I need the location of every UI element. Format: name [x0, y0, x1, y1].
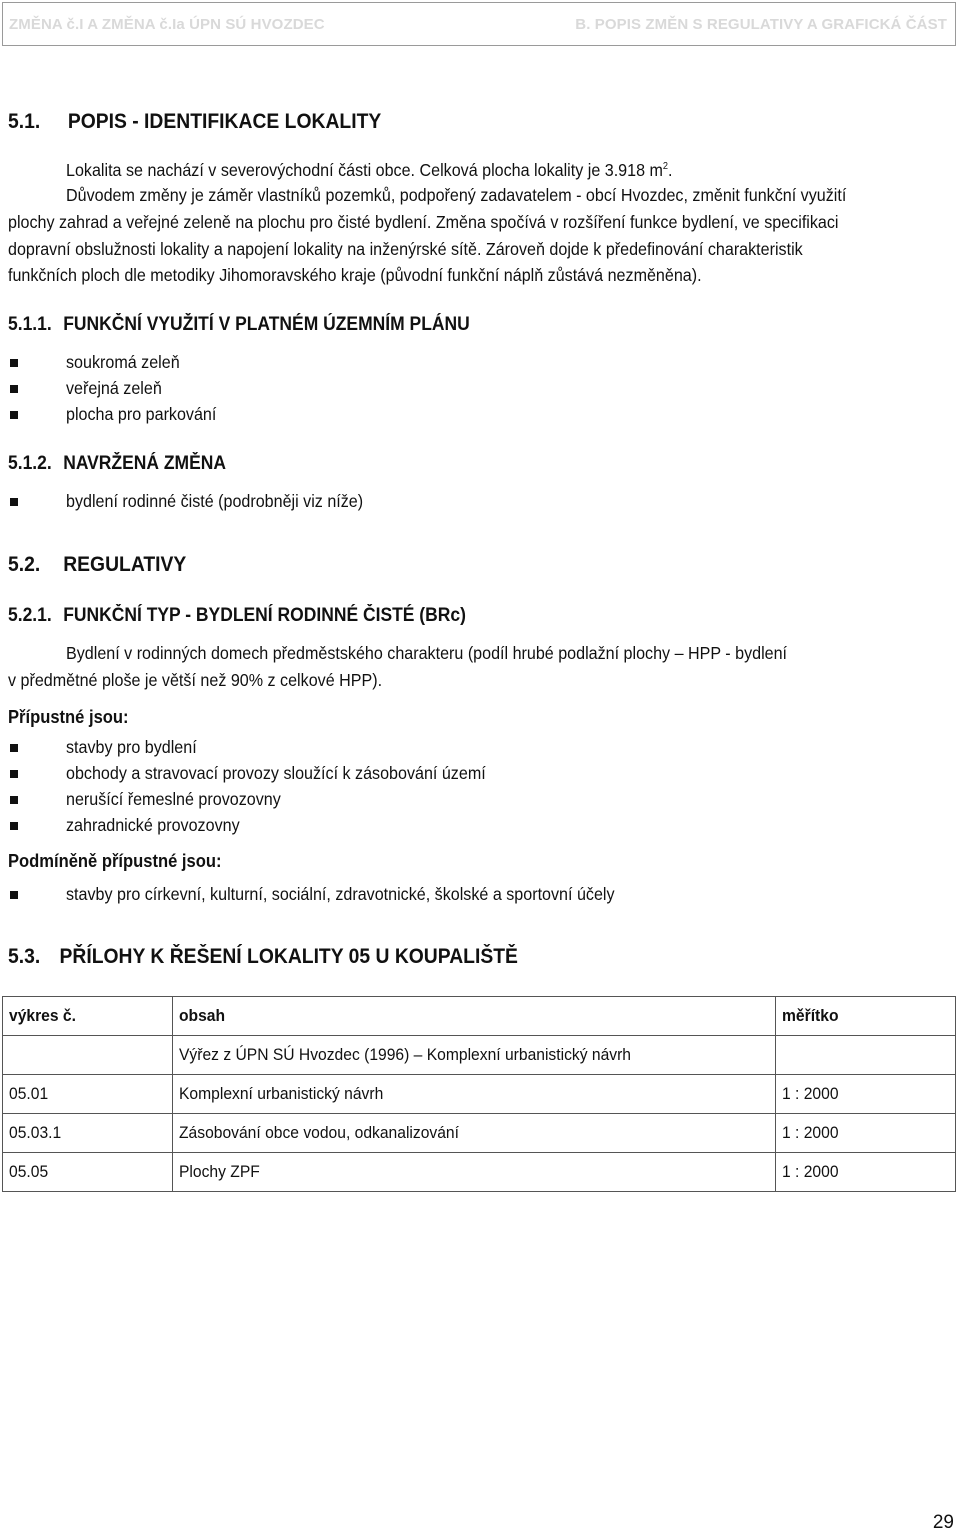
conditional-heading: Podmíněně přípustné jsou:: [8, 851, 222, 871]
bullet-icon: [10, 744, 18, 752]
list-item: zahradnické provozovny: [66, 815, 240, 835]
bullet-icon: [10, 385, 18, 393]
table-cell: [776, 1036, 956, 1075]
section-5-2-1-heading: [8, 605, 466, 627]
table-header-cell: výkres č.: [3, 997, 173, 1036]
section-title: POPIS - IDENTIFIKACE LOKALITY: [67, 110, 382, 133]
list-item: obchody a stravovací provozy sloužící k zásobování území: [66, 763, 486, 783]
bullet-icon: [10, 891, 18, 899]
section-number: 5.1.2.: [8, 453, 52, 474]
list-item: stavby pro církevní, kulturní, sociální, zdravotnické, školské a sportovní účely: [66, 884, 615, 904]
section-title: REGULATIVY: [63, 553, 187, 576]
section-title: FUNKČNÍ TYP - BYDLENÍ RODINNÉ ČISTÉ (BRc): [63, 605, 466, 626]
section-5-3-heading: [8, 945, 518, 969]
section-title: PŘÍLOHY K ŘEŠENÍ LOKALITY 05 U KOUPALIŠTĚ: [59, 945, 518, 968]
bullet-icon: [10, 359, 18, 367]
table-header-cell: měřítko: [776, 997, 956, 1036]
list-item: veřejná zeleň: [66, 378, 162, 398]
section-number: 5.2.: [8, 553, 41, 576]
bullet-icon: [10, 498, 18, 506]
table-row: [3, 1036, 956, 1075]
location-paragraph: [66, 160, 673, 181]
table-cell: Komplexní urbanistický návrh: [172, 1075, 775, 1114]
table-row: [3, 1114, 956, 1153]
table-cell: Zásobování obce vodou, odkanalizování: [172, 1114, 775, 1153]
table-cell: [3, 1036, 173, 1075]
table-cell: 05.03.1: [3, 1114, 173, 1153]
table-header-row: [3, 997, 956, 1036]
description-line-2: v předmětné ploše je větší než 90% z celkové HPP).: [8, 670, 383, 690]
table-header-cell: obsah: [172, 997, 775, 1036]
section-title: NAVRŽENÁ ZMĚNA: [63, 453, 227, 474]
header-left-title: ZMĚNA č.I A ZMĚNA č.Ia ÚPN SÚ HVOZDEC: [9, 16, 325, 33]
section-number: 5.1.1.: [8, 314, 52, 335]
list-item: plocha pro parkování: [66, 404, 217, 424]
section-5-2-heading: [8, 553, 186, 577]
table-row: [3, 1153, 956, 1192]
allowed-heading: Přípustné jsou:: [8, 707, 129, 727]
table-cell: 1 : 2000: [776, 1075, 956, 1114]
bullet-icon: [10, 411, 18, 419]
bullet-icon: [10, 822, 18, 830]
section-5-1-2-heading: [8, 453, 226, 475]
table-cell: 1 : 2000: [776, 1114, 956, 1153]
list-item: stavby pro bydlení: [66, 737, 197, 757]
bullet-icon: [10, 770, 18, 778]
table-cell: Plochy ZPF: [172, 1153, 775, 1192]
list-item: soukromá zeleň: [66, 352, 180, 372]
section-5-1-1-heading: [8, 314, 470, 336]
table-row: [3, 1075, 956, 1114]
bullet-icon: [10, 796, 18, 804]
attachments-table: [2, 996, 956, 1192]
header-right-title: B. POPIS ZMĚN S REGULATIVY A GRAFICKÁ ČÁST: [575, 16, 947, 33]
section-number: 5.1.: [8, 110, 41, 133]
location-text-end: .: [668, 160, 673, 180]
page-number: 29: [932, 1512, 954, 1533]
location-text: Lokalita se nachází v severovýchodní části obce. Celková plocha lokality je 3.918 m: [66, 160, 663, 180]
reason-line-2: plochy zahrad a veřejné zeleně na plochu pro čisté bydlení. Změna spočívá v rozšíření funkce bydlení, ve specifikaci: [8, 212, 839, 232]
section-number: 5.3.: [8, 945, 41, 968]
section-title: FUNKČNÍ VYUŽITÍ V PLATNÉM ÚZEMNÍM PLÁNU: [63, 314, 470, 335]
table-cell: 1 : 2000: [776, 1153, 956, 1192]
description-line-1: Bydlení v rodinných domech předměstského charakteru (podíl hrubé podlažní plochy – HPP - bydlení: [66, 643, 788, 663]
reason-line-4: funkčních ploch dle metodiky Jihomoravského kraje (původní funkční náplň zůstává nezměněna).: [8, 265, 702, 285]
section-5-1-heading: [8, 110, 381, 134]
list-item: nerušící řemeslné provozovny: [66, 789, 281, 809]
page-header: [2, 2, 956, 46]
table-cell: 05.05: [3, 1153, 173, 1192]
superscript: 2: [662, 161, 669, 172]
reason-line-3: dopravní obslužnosti lokality a napojení lokality na inženýrské sítě. Zároveň dojde k předefinování charakteristik: [8, 239, 803, 259]
reason-line-1: Důvodem změny je záměr vlastníků pozemků, podpořený zadavatelem - obcí Hvozdec, změnit funkční využití: [66, 185, 847, 205]
list-item: bydlení rodinné čisté (podrobněji viz níže): [66, 491, 364, 511]
table-cell: 05.01: [3, 1075, 173, 1114]
section-number: 5.2.1.: [8, 605, 52, 626]
table-cell: Výřez z ÚPN SÚ Hvozdec (1996) – Komplexní urbanistický návrh: [172, 1036, 775, 1075]
